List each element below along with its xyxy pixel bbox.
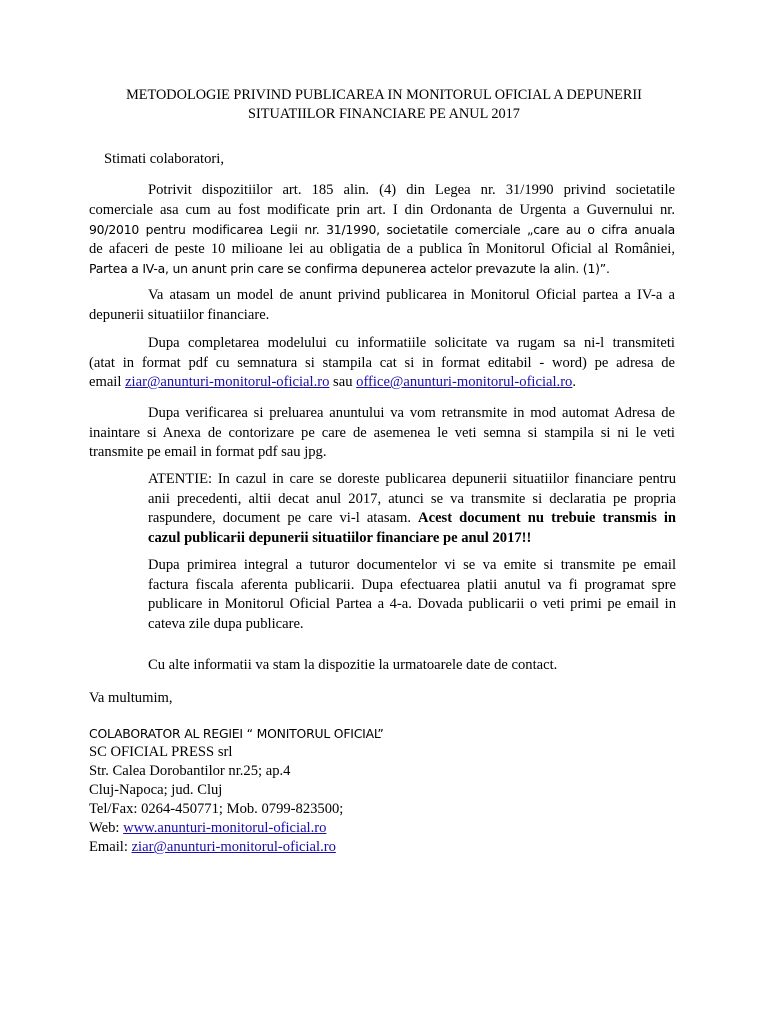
closing-thanks: Va multumim,: [89, 690, 173, 706]
paragraph-legal-basis: [89, 181, 675, 279]
invoice-note: [148, 556, 676, 634]
contact-intro: Cu alte informatii va stam la dispozitie la urmatoarele date de contact.: [148, 657, 558, 673]
signature-street: Str. Calea Dorobantilor nr.25; ap.4: [89, 763, 291, 779]
attention-line: cazul publicarii depunerii situatiilor financiare pe anul 2017!!: [148, 529, 532, 546]
web-link[interactable]: www.anunturi-monitorul-oficial.ro: [123, 820, 327, 836]
title-line-1: METODOLOGIE PRIVIND PUBLICAREA IN MONITORUL OFICIAL A DEPUNERII: [126, 87, 642, 103]
attention-line: anii precedenti, altii decat anul 2017, atunci se va transmite si declaratia pe propria: [148, 490, 676, 507]
greeting: Stimati colaboratori,: [104, 151, 224, 167]
invoice-line: cateva zile dupa publicare.: [148, 615, 304, 632]
document-title: [60, 86, 708, 124]
paragraph-line: Partea a IV-a, un anunt prin care se confirma depunerea actelor prevazute la alin. (1)”.: [89, 261, 610, 276]
signature-phone: Tel/Fax: 0264-450771; Mob. 0799-823500;: [89, 801, 344, 817]
paragraph-line: Potrivit dispozitiilor art. 185 alin. (4) din Legea nr. 31/1990 privind societatile: [148, 182, 675, 198]
signature-city: Cluj-Napoca; jud. Cluj: [89, 782, 223, 798]
paragraph-line: depunerii situatiilor financiare.: [89, 306, 270, 323]
email-link-ziar[interactable]: ziar@anunturi-monitorul-oficial.ro: [125, 374, 330, 390]
invoice-line: publicare in Monitorul Oficial Partea a 4-a. Dovada publicarii o veti primi pe email in: [148, 596, 676, 612]
paragraph-verification: [89, 404, 675, 463]
attention-line: raspundere, document pe care vi-l atasam. Acest document nu trebuie transmis in: [148, 510, 677, 526]
paragraph-line: 90/2010 pentru modificarea Legii nr. 31/1990, societatile comerciale „care au o cifra anuala: [89, 222, 675, 237]
paragraph-line: (atat in format pdf cu semnatura si stampila cat si in format editabil - word) pe adresa de: [89, 354, 675, 371]
invoice-line: factura fiscala aferenta publicarii. Dupa efectuarea platii anutul va fi programat spre: [148, 576, 676, 593]
signature-email: Email: ziar@anunturi-monitorul-oficial.ro: [89, 839, 336, 855]
email-link-office[interactable]: office@anunturi-monitorul-oficial.ro: [356, 374, 573, 390]
attention-note: [148, 470, 676, 548]
signature-email-link[interactable]: ziar@anunturi-monitorul-oficial.ro: [131, 839, 336, 855]
paragraph-line: de afaceri de peste 10 milioane lei au obligatia de a publica în Monitorul Oficial al României,: [89, 240, 675, 257]
paragraph-line: Dupa completarea modelului cu informatiile solicitate va rugam sa ni-l transmiteti: [148, 335, 675, 351]
title-line-2: SITUATIILOR FINANCIARE PE ANUL 2017: [248, 106, 520, 122]
signature-web: Web: www.anunturi-monitorul-oficial.ro: [89, 820, 327, 836]
signature-org: COLABORATOR AL REGIEI “ MONITORUL OFICIAL”: [89, 726, 384, 741]
paragraph-submission: [89, 334, 675, 393]
paragraph-line: comerciale asa cum au fost modificate prin art. I din Ordonanta de Urgenta a Guvernului nr.: [89, 201, 675, 218]
paragraph-line: inaintare si Anexa de contorizare pe care de asemenea le veti semna si stampila si ni le veti: [89, 424, 675, 441]
paragraph-attachment: [89, 286, 675, 325]
invoice-line: Dupa primirea integral a tuturor documentelor vi se va emite si transmite pe email: [148, 557, 676, 573]
paragraph-line: Dupa verificarea si preluarea anuntului va vom retransmite in mod automat Adresa de: [148, 405, 675, 421]
paragraph-line: transmite pe email in format pdf sau jpg.: [89, 444, 327, 460]
attention-line: ATENTIE: In cazul in care se doreste publicarea depunerii situatiilor financiare pentru: [148, 471, 676, 487]
paragraph-line: Va atasam un model de anunt privind publicarea in Monitorul Oficial partea a IV-a a: [148, 287, 675, 303]
signature-company: SC OFICIAL PRESS srl: [89, 744, 233, 760]
paragraph-line: email ziar@anunturi-monitorul-oficial.ro sau office@anunturi-monitorul-oficial.ro.: [89, 374, 577, 390]
